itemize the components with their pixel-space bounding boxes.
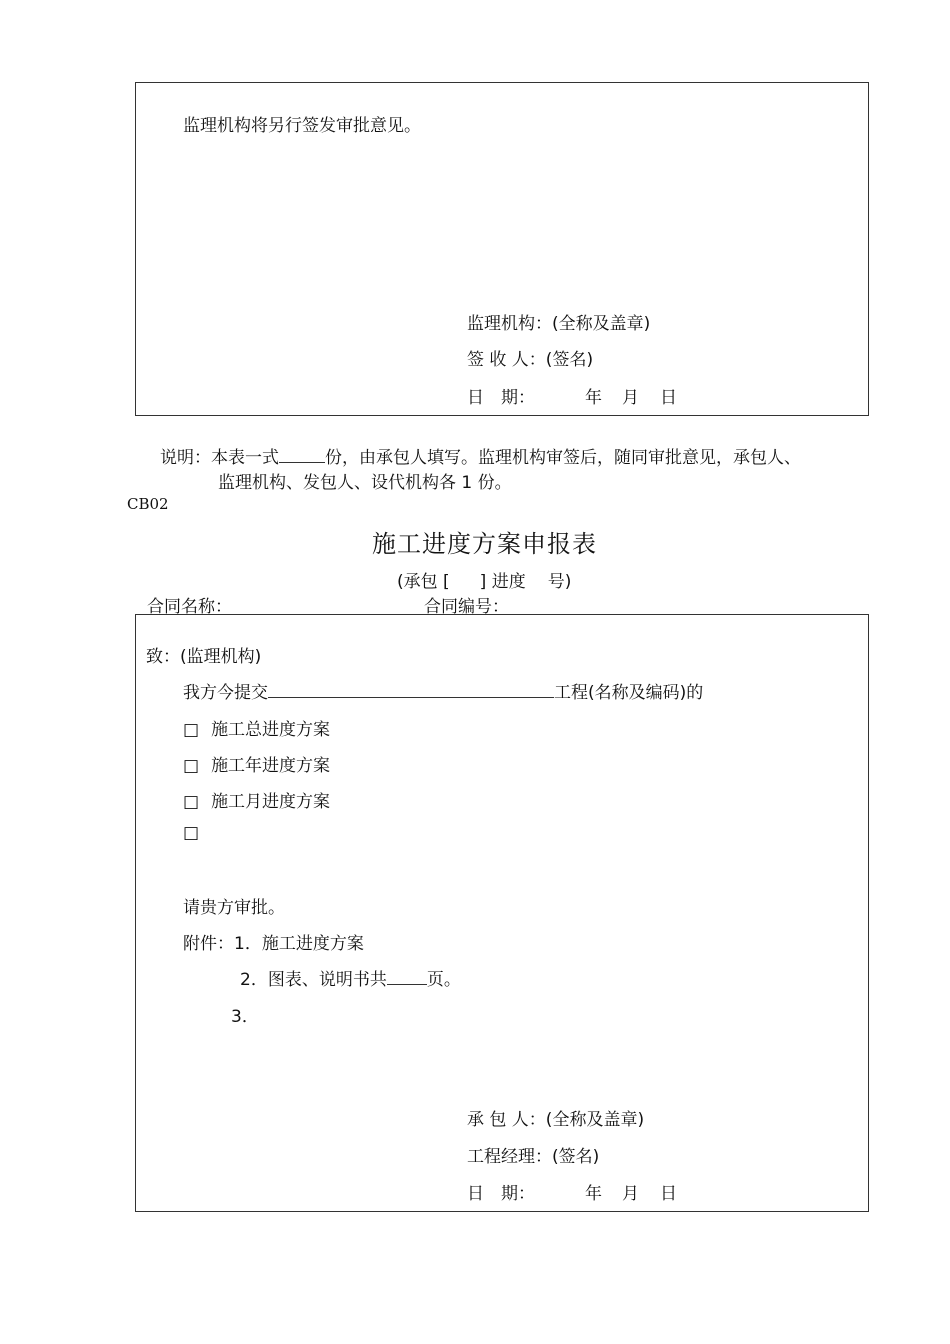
bottom-date-day: 日 xyxy=(660,1184,677,1204)
submission-end: 工程(名称及编码)的 xyxy=(554,683,704,703)
option-other[interactable] xyxy=(183,823,211,843)
attachment-1: 附件：1．施工进度方案 xyxy=(183,934,364,954)
attachment-2-end: 页。 xyxy=(426,970,461,990)
submission-start: 我方今提交 xyxy=(183,683,268,703)
checkbox-icon[interactable]: □ xyxy=(183,756,200,776)
top-date-month: 月 xyxy=(622,388,639,408)
option-label: 施工总进度方案 xyxy=(211,720,331,740)
contract-name-label: 合同名称： xyxy=(147,597,232,617)
attachment-3: 3． xyxy=(231,1007,259,1027)
attachment-2 xyxy=(240,965,461,990)
option-annual-schedule[interactable] xyxy=(183,751,330,776)
note-line-1-start: 说明：本表一式 xyxy=(160,448,279,468)
receiver-signature: 签 收 人：(签名) xyxy=(467,350,594,370)
option-overall-schedule[interactable] xyxy=(183,715,330,740)
top-date-year: 年 xyxy=(585,388,602,408)
contract-number-label: 合同编号： xyxy=(424,597,509,617)
bottom-date-year: 年 xyxy=(585,1184,602,1204)
option-monthly-schedule[interactable] xyxy=(183,787,330,812)
page-count-blank[interactable] xyxy=(387,967,427,985)
ref-suffix: 号) xyxy=(547,572,572,592)
option-label: 施工月进度方案 xyxy=(211,792,331,812)
note-line-2: 监理机构、发包人、设代机构各 1 份。 xyxy=(218,473,512,493)
option-label: 施工年进度方案 xyxy=(211,756,331,776)
project-name-blank[interactable] xyxy=(268,680,554,698)
bottom-date-month: 月 xyxy=(622,1184,639,1204)
contractor-signature: 承 包 人：(全称及盖章) xyxy=(467,1110,645,1130)
form-reference xyxy=(397,567,571,592)
ref-prefix: (承包 [ xyxy=(397,572,450,592)
bottom-date-label: 日 期： xyxy=(467,1184,535,1204)
attachment-2-start: 2．图表、说明书共 xyxy=(240,970,387,990)
submission-line xyxy=(183,678,703,703)
top-date-label: 日 期： xyxy=(467,388,535,408)
copies-blank xyxy=(279,445,325,463)
supervisor-org-signature: 监理机构：(全称及盖章) xyxy=(467,314,651,334)
checkbox-icon[interactable]: □ xyxy=(183,720,200,740)
addressee: 致：(监理机构) xyxy=(146,647,262,667)
form-code: CB02 xyxy=(127,495,169,513)
approval-notice-text: 监理机构将另行签发审批意见。 xyxy=(183,116,421,136)
approval-request: 请贵方审批。 xyxy=(183,898,285,918)
checkbox-icon[interactable]: □ xyxy=(183,792,200,812)
note-line-1-end: 份，由承包人填写。监理机构审签后，随同审批意见，承包人、 xyxy=(325,448,801,468)
checkbox-icon[interactable]: □ xyxy=(183,823,200,843)
note-line-1 xyxy=(160,443,801,468)
top-date-day: 日 xyxy=(660,388,677,408)
manager-signature: 工程经理：(签名) xyxy=(467,1147,600,1167)
ref-middle: ] 进度 xyxy=(479,572,526,592)
form-title: 施工进度方案申报表 xyxy=(372,530,597,558)
